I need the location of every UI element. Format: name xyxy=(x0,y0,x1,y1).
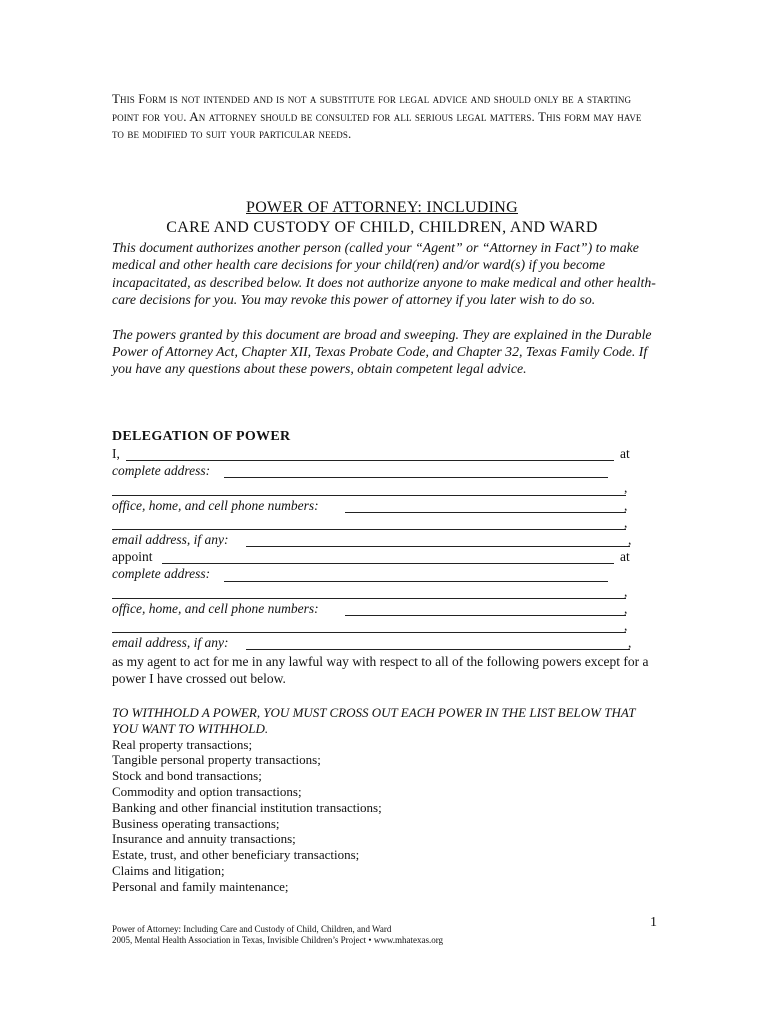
footer-line-2: 2005, Mental Health Association in Texas, Invisible Children’s Project • www.mhatexas.org xyxy=(112,935,444,945)
principal-name-line xyxy=(112,446,652,463)
agent-phone-line-2 xyxy=(112,618,652,635)
power-item: Business operating transactions; xyxy=(112,815,280,831)
principal-address-line-2 xyxy=(112,480,652,497)
powers-list xyxy=(112,737,657,895)
agent-phone-field-2[interactable] xyxy=(112,632,626,633)
agent-address-line xyxy=(112,566,652,583)
principal-address-line xyxy=(112,463,652,480)
agent-address-line-2 xyxy=(112,584,652,601)
disclaimer-notice: This Form is not intended and is not a substitute for legal advice and should only be a starting point for you. An attorney should be consulted for all serious legal matters. This form may have to be modified to suit your particular needs. xyxy=(112,91,642,141)
i-label: I, xyxy=(112,446,120,461)
power-item: Real property transactions; xyxy=(112,736,253,752)
comma: , xyxy=(624,514,628,530)
complete-address-label: complete address: xyxy=(112,463,211,479)
principal-name-field[interactable] xyxy=(126,460,614,461)
email-label: email address, if any: xyxy=(112,635,229,651)
delegation-form xyxy=(112,446,652,652)
power-item: Personal and family maintenance; xyxy=(112,878,289,894)
agent-address-field[interactable] xyxy=(224,581,608,582)
principal-address-field-2[interactable] xyxy=(112,495,626,496)
comma: , xyxy=(624,583,628,599)
power-item: Stock and bond transactions; xyxy=(112,768,262,784)
intro-section xyxy=(112,239,657,378)
at-label: at xyxy=(620,549,630,565)
agent-address-field-2[interactable] xyxy=(112,598,626,599)
agent-name-field[interactable] xyxy=(162,563,614,564)
email-label: email address, if any: xyxy=(112,531,229,547)
principal-email-field[interactable] xyxy=(246,546,630,547)
agent-powers-text: as my agent to act for me in any lawful way with respect to all of the following powers except for a power I have crossed out below. xyxy=(112,654,649,687)
withhold-warning: TO WITHHOLD A POWER, YOU MUST CROSS OUT EACH POWER IN THE LIST BELOW THAT YOU WANT TO WITHHOLD. xyxy=(112,705,636,736)
principal-phone-field[interactable] xyxy=(345,512,626,513)
comma: , xyxy=(624,480,628,496)
agent-email-field[interactable] xyxy=(246,649,630,650)
agent-name-line xyxy=(112,549,652,566)
page-footer xyxy=(112,924,632,946)
comma: , xyxy=(624,497,628,513)
footer-line-1: Power of Attorney: Including Care and Custody of Child, Children, and Ward xyxy=(112,924,392,934)
comma: , xyxy=(624,600,628,616)
title-line-1: POWER OF ATTORNEY: INCLUDING xyxy=(246,199,518,216)
at-label: at xyxy=(620,446,630,461)
withhold-section xyxy=(112,705,657,895)
power-item: Banking and other financial institution transactions; xyxy=(112,799,382,815)
appoint-label: appoint xyxy=(112,549,153,565)
delegation-heading: DELEGATION OF POWER xyxy=(112,429,291,444)
power-item: Claims and litigation; xyxy=(112,862,225,878)
principal-address-field[interactable] xyxy=(224,477,608,478)
phone-numbers-label: office, home, and cell phone numbers: xyxy=(112,497,319,513)
intro-paragraph-1: This document authorizes another person (called your “Agent” or “Attorney in Fact”) to make medical and other health care decisions for your child(ren) and/or ward(s) if you become incapacitated, as described below. It does not authorize anyone to make medical and other health-care decisions for you. You may revoke this power of attorney if you later wish to do so. xyxy=(112,240,656,308)
power-item: Commodity and option transactions; xyxy=(112,783,302,799)
agent-phone-line xyxy=(112,601,652,618)
intro-paragraph-2: The powers granted by this document are broad and sweeping. They are explained in the Durable Power of Attorney Act, Chapter XII, Texas Probate Code, and Chapter 32, Texas Family Code. If you have any questions about these powers, obtain competent legal advice. xyxy=(112,326,652,377)
principal-phone-line-2 xyxy=(112,515,652,532)
comma: , xyxy=(628,531,632,547)
document-title xyxy=(112,198,652,238)
power-item: Estate, trust, and other beneficiary transactions; xyxy=(112,847,360,863)
complete-address-label: complete address: xyxy=(112,566,211,582)
phone-numbers-label: office, home, and cell phone numbers: xyxy=(112,600,319,616)
principal-email-line xyxy=(112,532,652,549)
page-number: 1 xyxy=(650,915,657,930)
agent-phone-field[interactable] xyxy=(345,615,626,616)
comma: , xyxy=(624,617,628,633)
agent-email-line xyxy=(112,635,652,652)
principal-phone-field-2[interactable] xyxy=(112,529,626,530)
power-item: Tangible personal property transactions; xyxy=(112,752,321,768)
power-item: Insurance and annuity transactions; xyxy=(112,831,296,847)
comma: , xyxy=(628,635,632,651)
principal-phone-line xyxy=(112,498,652,515)
title-line-2: CARE AND CUSTODY OF CHILD, CHILDREN, AND WARD xyxy=(166,219,598,236)
